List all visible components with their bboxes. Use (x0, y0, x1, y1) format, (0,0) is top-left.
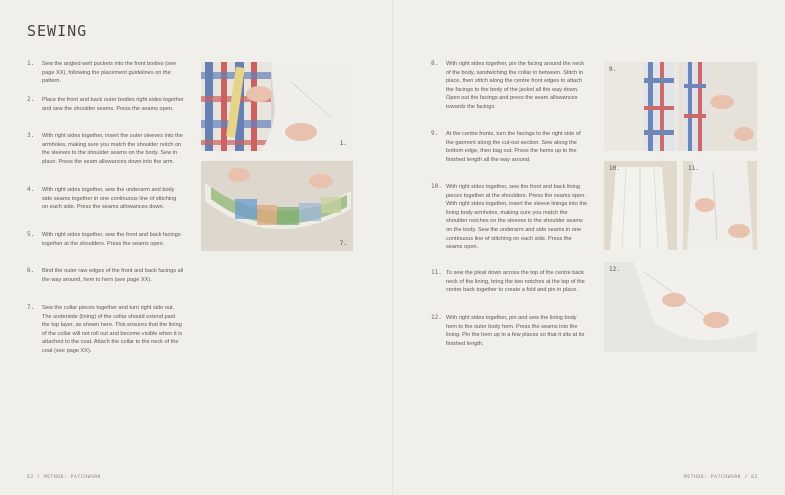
photo-label: 1. (339, 140, 347, 147)
step-text: Place the front and back outer bodies right sides together and sew the shoulder seams. Press the seams open. (42, 97, 184, 112)
step-text: At the centre fronts, turn the facings to the right side of the garment along the cut-out section. Sew along the bottom edge, then bag out. Press the hems up to the finished length all the way around. (446, 131, 581, 163)
footer-right: METHOD: PATCHWORK / 63 (683, 475, 758, 480)
step-number: 2. (27, 96, 35, 103)
hem-photo (604, 262, 757, 352)
photo-label: 12. (609, 266, 620, 273)
step-text: Sew the collar pieces together and turn right side out. The underside (lining) of the collar should extend past the top layer, as shown here. This ensures that the lining of the collar will not roll out and become visible when it is attached to the coat. Attach the collar to the neck of the coat (see page XX). (42, 305, 183, 354)
collar-photo (201, 161, 353, 251)
step-number: 5. (27, 231, 35, 238)
step-text: Sew the angled welt pockets into the front bodies (see page XX), following the placement guidelines on the pattern. (42, 61, 177, 85)
step-number: 8. (431, 60, 439, 67)
step-number: 11. (431, 269, 442, 276)
step-number: 10. (431, 183, 442, 190)
sewing-pocket-photo (201, 62, 353, 151)
step-number: 4. (27, 186, 35, 193)
step-number: 7. (27, 304, 35, 311)
step-number: 3. (27, 132, 35, 139)
step-number: 12. (431, 314, 442, 321)
step-text: To sew the pleat down across the top of the centre back neck of the lining, bring the two notches at the top of the centre back together to create a fold and pin in place. (446, 270, 585, 294)
footer-left: 62 / METHOD: PATCHWORK (27, 475, 102, 480)
step-text: Bind the outer raw edges of the front and back facings all the way around, hem to hem (see page XX). (42, 268, 184, 283)
facing-photo (604, 62, 757, 151)
left-page (0, 0, 392, 495)
photo-label: 9. (609, 66, 617, 73)
right-page (393, 0, 785, 495)
page-title: SEWING (27, 22, 88, 40)
step-text: With right sides together, insert the outer sleeves into the armholes, making sure you match the shoulder notch on the sleeves to the shoulder seams on the body. Sew in place. Press the seam allowances down into the arm. (42, 133, 183, 165)
step-number: 1. (27, 60, 35, 67)
step-text: With right sides together, sew the front and back lining pieces together at the shoulders. Press the seams open. With right sides together, insert the sleeve linings into the lining body armholes, making sure you match the shoulder notches on the sleeves to the shoulder seams on the body. Sew the underarm and side seams in one continuous line of stitching on each side. Press the seams open. (446, 184, 588, 251)
photo-label: 7. (339, 240, 347, 247)
photo-label: 11. (688, 165, 699, 172)
step-text: With right sides together, pin the facing around the neck of the body, sandwiching the collar in between. Stitch in place, then stitch along the centre front edges to attach the facings to the body of the jacket all the way down. Open out the facings and press the seam allowances towards the facings. (446, 61, 585, 110)
step-number: 9. (431, 130, 439, 137)
step-text: With right sides together, sew the underarm and body side seams together in one continuous line of stitching on each side. Press the seams allowances down. (42, 187, 177, 211)
step-text: With right sides together, pin and sew the lining body hem to the outer body hem. Press the seams into the lining. Pin the hem up in a few places so that it sits at its finished length. (446, 315, 585, 347)
pleat-photo (683, 161, 757, 250)
photo-label: 10. (609, 165, 620, 172)
step-number: 6. (27, 267, 35, 274)
lining-photo (604, 161, 677, 250)
step-text: With right sides together, sew the front and back facings together at the shoulders. Press the seams open. (42, 232, 181, 247)
